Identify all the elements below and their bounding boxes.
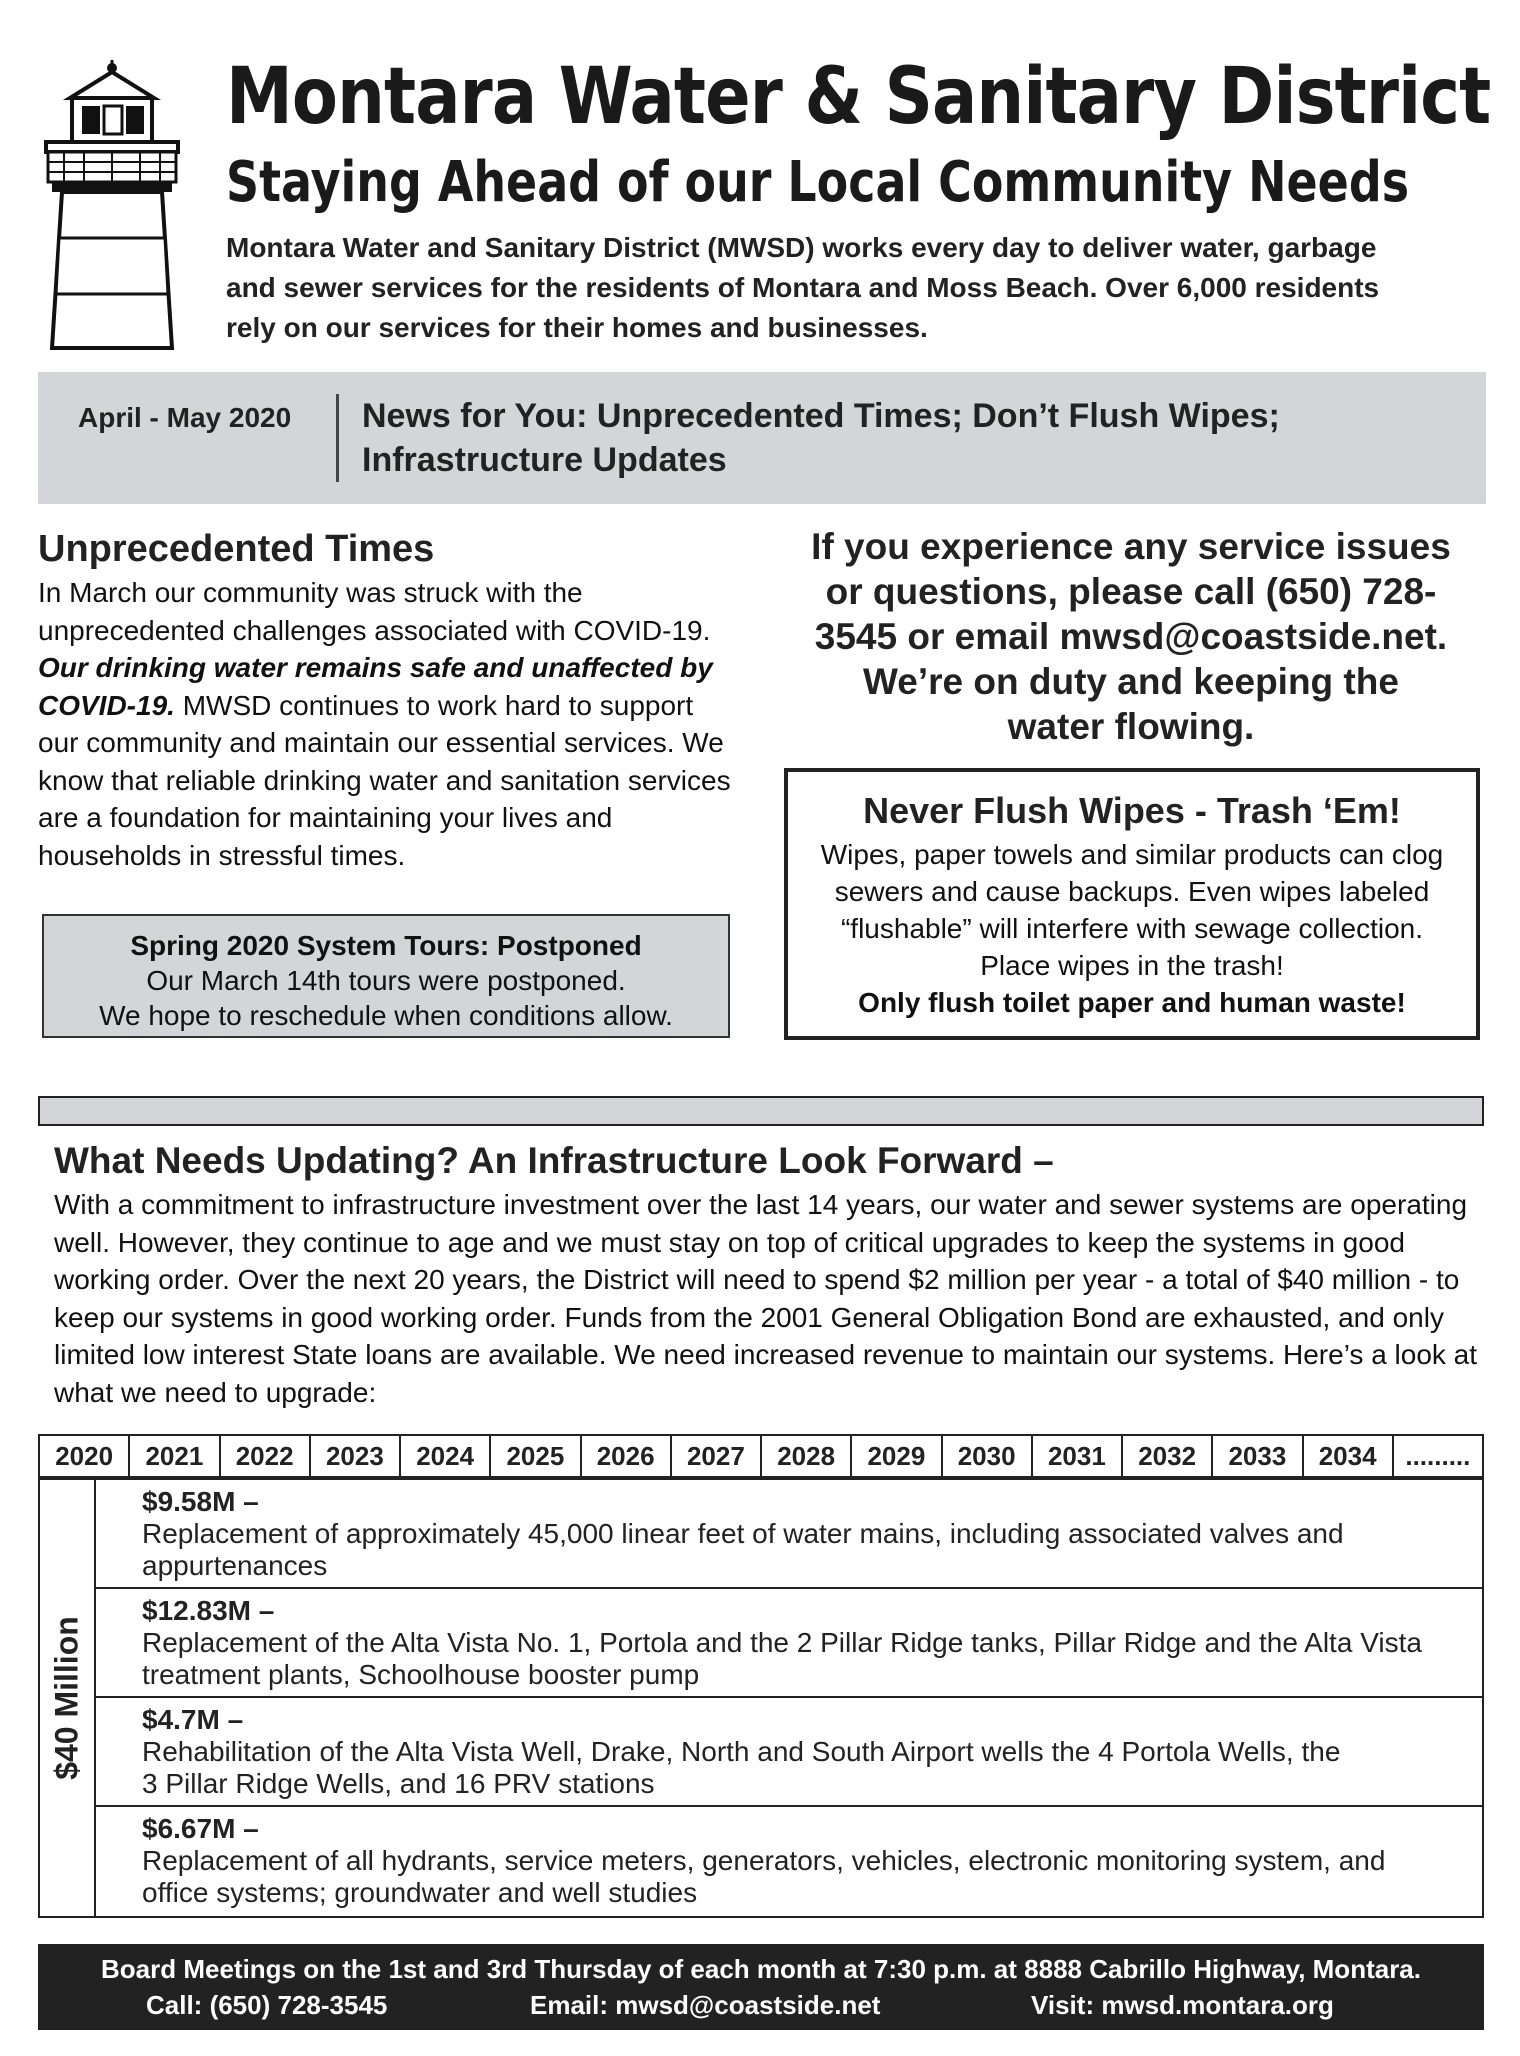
infrastructure-body: With a commitment to infrastructure investment over the last 14 years, our water and sewer systems are operating well. However, they continue to age and we must stay on top of critical upgrades to keep the systems in good working order. Over the next 20 years, the District will need to spend $2 million per year - a total of $40 million - to keep our systems in good working order. Funds from the 2001 General Obligation Bond are exhausted, and only limited low interest State loans are available. We need increased revenue to maintain our systems. Here’s a look at what we need to upgrade: — [54, 1189, 1478, 1408]
timeline-year: 2033 — [1213, 1436, 1303, 1476]
footer-website: Visit: mwsd.montara.org — [1031, 1990, 1334, 2020]
tours-line: We hope to reschedule when conditions allow. — [99, 1000, 673, 1031]
unprecedented-title: Unprecedented Times — [38, 528, 435, 570]
section-divider-bar — [38, 1096, 1484, 1126]
wipes-rule: Only flush toilet paper and human waste! — [858, 987, 1406, 1018]
wipes-box — [784, 768, 1480, 1040]
project-amount: $6.67M – — [142, 1813, 259, 1844]
project-description: Replacement of all hydrants, service meters, generators, vehicles, electronic monitoring system, and — [142, 1845, 1386, 1876]
intro-line: rely on our services for their homes and businesses. — [226, 312, 928, 343]
project-row — [96, 1698, 1482, 1807]
footer-phone: Call: (650) 728-3545 — [146, 1990, 388, 2020]
project-row — [96, 1589, 1482, 1698]
unprecedented-text: MWSD continues to work hard to support our community and maintain our essential services. We know that reliable drinking water and sanitation services are a foundation for maintaining your lives and households in stressful times. — [38, 689, 731, 871]
service-line: We’re on duty and keeping the — [863, 661, 1399, 702]
wipes-title: Never Flush Wipes - Trash ‘Em! — [863, 790, 1401, 831]
project-row — [96, 1480, 1482, 1589]
wipes-body: Wipes, paper towels and similar products can clog sewers and cause backups. Even wipes labeled “flushable” will interfere with sewage collection. Place wipes in the trash! — [820, 839, 1444, 981]
timeline-more: ......... — [1405, 1440, 1471, 1471]
banner-divider — [336, 394, 339, 482]
infrastructure-title: What Needs Updating? An Infrastructure Look Forward – — [54, 1140, 1054, 1181]
timeline-year: 2026 — [582, 1436, 672, 1476]
service-line: 3545 or email mwsd@coastside.net. — [814, 616, 1448, 657]
district-subtitle: Staying Ahead of our Local Community Needs — [226, 150, 1410, 215]
issue-banner — [38, 372, 1486, 504]
tours-line: Our March 14th tours were postponed. — [146, 965, 626, 996]
timeline-year: 2032 — [1123, 1436, 1213, 1476]
timeline-year: 2024 — [401, 1436, 491, 1476]
project-amount: $9.58M – — [142, 1486, 259, 1517]
footer-email: Email: mwsd@coastside.net — [530, 1990, 881, 2020]
timeline-year: 2034 — [1304, 1436, 1394, 1476]
tours-title: Spring 2020 System Tours: Postponed — [130, 930, 642, 961]
project-description: Rehabilitation of the Alta Vista Well, Drake, North and South Airport wells the 4 Portola Wells, the — [142, 1736, 1341, 1767]
intro-paragraph — [226, 228, 1506, 348]
district-title: Montara Water & Sanitary District — [226, 52, 1491, 142]
service-notice — [776, 524, 1486, 749]
timeline-year: 2031 — [1033, 1436, 1123, 1476]
tours-box — [42, 914, 730, 1038]
service-line: water flowing. — [1007, 706, 1255, 747]
timeline-year: 2020 — [40, 1436, 130, 1476]
project-description: appurtenances — [142, 1550, 328, 1581]
headline-line: Infrastructure Updates — [362, 441, 727, 479]
project-row — [96, 1807, 1482, 1916]
safe-water-emphasis: Our drinking water remains safe and unaffected by COVID-19. — [38, 652, 713, 721]
issue-date: April - May 2020 — [78, 402, 292, 433]
timeline-year: 2030 — [943, 1436, 1033, 1476]
timeline-year: 2021 — [130, 1436, 220, 1476]
project-amount: $4.7M – — [142, 1704, 244, 1735]
intro-line: Montara Water and Sanitary District (MWSD) works every day to deliver water, garbage — [226, 232, 1377, 263]
project-amount: $12.83M – — [142, 1595, 275, 1626]
headline-line: News for You: Unprecedented Times; Don’t Flush Wipes; — [362, 397, 1280, 435]
timeline-year: 2023 — [311, 1436, 401, 1476]
project-description: treatment plants, Schoolhouse booster pump — [142, 1659, 700, 1690]
project-description: 3 Pillar Ridge Wells, and 16 PRV stations — [142, 1768, 655, 1799]
total-cost-label: $40 Million — [48, 1616, 85, 1780]
board-meetings-text: Board Meetings on the 1st and 3rd Thursday of each month at 7:30 p.m. at 8888 Cabrillo Highway, Montara. — [101, 1954, 1421, 1984]
timeline-year: 2027 — [672, 1436, 762, 1476]
issue-headline — [362, 394, 1362, 482]
project-description: office systems; groundwater and well studies — [142, 1877, 698, 1908]
timeline-year: 2029 — [852, 1436, 942, 1476]
total-cost-column — [40, 1480, 96, 1916]
footer — [38, 1944, 1484, 2030]
timeline-year: 2028 — [762, 1436, 852, 1476]
project-description: Replacement of approximately 45,000 linear feet of water mains, including associated valves and — [142, 1518, 1344, 1549]
lighthouse-logo — [42, 58, 182, 353]
projects-table — [38, 1478, 1484, 1918]
intro-line: and sewer services for the residents of Montara and Moss Beach. Over 6,000 residents — [226, 272, 1380, 303]
project-description: Replacement of the Alta Vista No. 1, Portola and the 2 Pillar Ridge tanks, Pillar Ridge and the Alta Vista — [142, 1627, 1422, 1658]
unprecedented-text: In March our community was struck with the unprecedented challenges associated with COVID-19. — [38, 577, 711, 646]
unprecedented-body — [38, 574, 738, 874]
service-line: If you experience any service issues — [811, 526, 1451, 567]
timeline-year: 2022 — [221, 1436, 311, 1476]
service-line: or questions, please call (650) 728- — [825, 571, 1437, 612]
year-timeline — [38, 1434, 1484, 1478]
timeline-year: 2025 — [491, 1436, 581, 1476]
